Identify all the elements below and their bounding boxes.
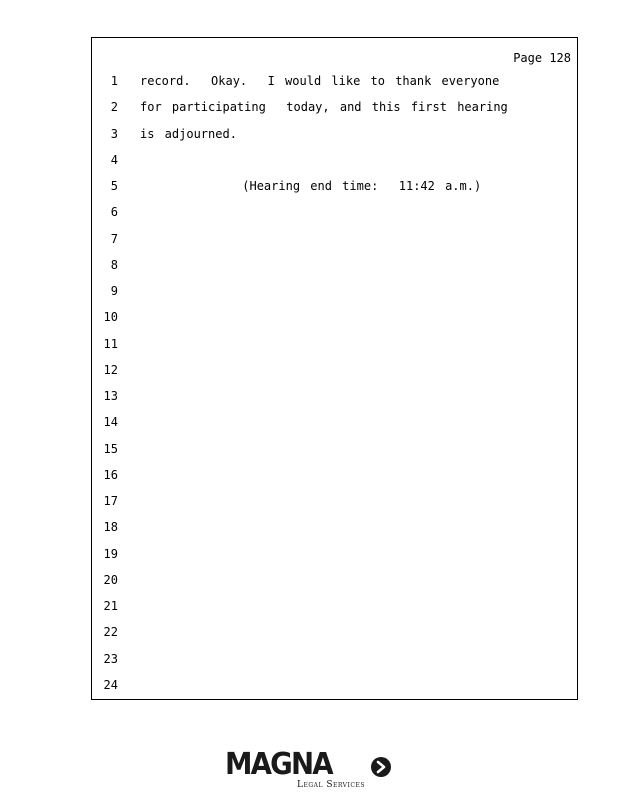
- line-number: 22: [103, 625, 118, 640]
- transcript-line: [92, 74, 577, 94]
- page-number: Page 128: [513, 51, 571, 65]
- line-number: 21: [103, 599, 118, 613]
- line-number: 12: [103, 362, 118, 377]
- line-number: 20: [103, 572, 118, 587]
- transcript-line: [92, 363, 577, 383]
- line-number: 15: [103, 441, 118, 456]
- line-number: 3: [110, 126, 118, 141]
- arrow-circle-icon: [370, 756, 392, 778]
- magna-logo: [225, 747, 395, 792]
- transcript-line: [92, 232, 577, 252]
- line-number: 9: [110, 284, 118, 298]
- transcript-line: [92, 520, 577, 540]
- line-number: 10: [103, 310, 118, 325]
- line-text: for participating today, and this first hearing: [140, 100, 508, 115]
- transcript-line: [92, 625, 577, 645]
- transcript-line: [92, 127, 577, 147]
- transcript-line: [92, 179, 577, 199]
- line-number: 16: [103, 467, 118, 482]
- line-number: 11: [103, 336, 118, 351]
- line-text: (Hearing end time: 11:42 a.m.): [140, 179, 482, 193]
- line-number: 17: [103, 494, 118, 508]
- transcript-line: [92, 153, 577, 173]
- transcript-line: [92, 599, 577, 619]
- line-number: 6: [110, 205, 118, 220]
- line-number: 4: [110, 152, 118, 167]
- logo-wordmark: MAGNA: [225, 747, 332, 782]
- transcript-line: [92, 442, 577, 462]
- transcript-line: [92, 337, 577, 357]
- transcript-line: [92, 258, 577, 278]
- transcript-line: [92, 652, 577, 672]
- transcript-line: [92, 494, 577, 514]
- transcript-line: [92, 468, 577, 488]
- line-number: 14: [103, 415, 118, 430]
- line-number: 13: [103, 389, 118, 403]
- line-number: 7: [110, 231, 118, 246]
- transcript-line: [92, 415, 577, 435]
- transcript-line: [92, 205, 577, 225]
- transcript-line: [92, 100, 577, 120]
- line-number: 2: [110, 100, 118, 115]
- transcript-line: [92, 547, 577, 567]
- transcript-line: [92, 389, 577, 409]
- line-text: is adjourned.: [140, 126, 237, 141]
- line-number: 19: [103, 546, 118, 561]
- transcript-line: [92, 573, 577, 593]
- line-number: 18: [103, 520, 118, 535]
- line-number: 24: [103, 677, 118, 692]
- line-number: 5: [110, 179, 118, 193]
- line-number: 8: [110, 257, 118, 272]
- transcript-line: [92, 284, 577, 304]
- line-text: record. Okay. I would like to thank everyone: [140, 74, 500, 88]
- transcript-line: [92, 310, 577, 330]
- line-number: 23: [103, 651, 118, 666]
- line-number: 1: [110, 74, 118, 88]
- logo-tagline: Legal Services: [297, 780, 365, 790]
- transcript-line: [92, 678, 577, 698]
- transcript-page: [91, 37, 578, 700]
